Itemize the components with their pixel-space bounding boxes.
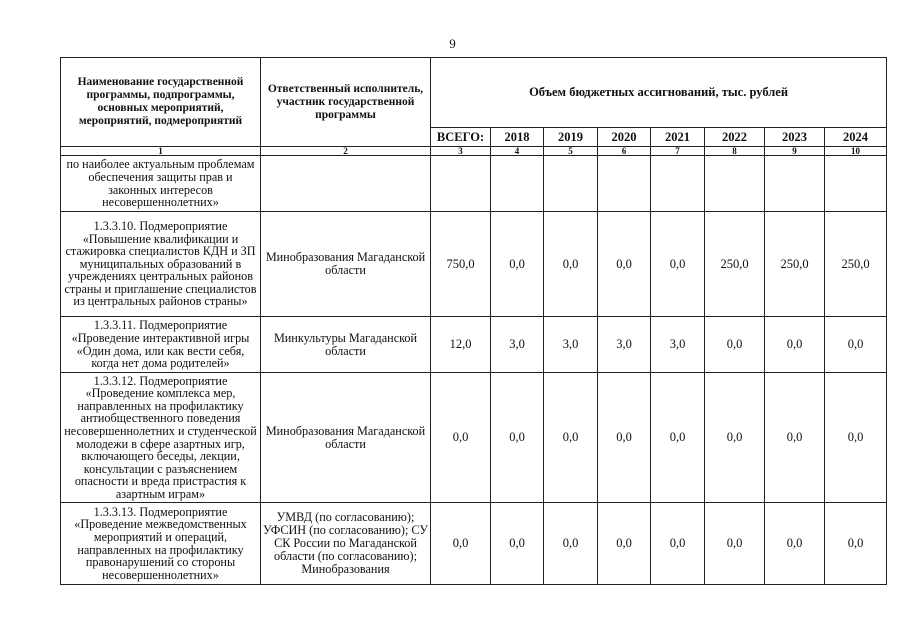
table-row (61, 156, 887, 212)
year-2019: 2019 (544, 128, 598, 147)
value-2023: 0,0 (765, 503, 825, 585)
row-name: 1.3.3.12. Подмероприятие «Проведение комплекса мер, направленных на профилактику антиобщественного поведения несовершеннолетних и студенческой молодежи в сфере азартных игр, включающего беседы, лекции, консультации с разъяснением опасности и вреда пристрастия к азартным играм» (61, 373, 261, 503)
year-2022: 2022 (705, 128, 765, 147)
row-executor: УМВД (по согласованию); УФСИН (по согласованию); СУ СК России по Магаданской области (по согласованию); Минобразования (261, 503, 431, 585)
header-executor: Ответственный исполнитель, участник государственной программы (261, 58, 431, 147)
col-number: 4 (491, 147, 544, 156)
value-2021: 3,0 (651, 317, 705, 373)
value-2023: 0,0 (765, 317, 825, 373)
col-number: 7 (651, 147, 705, 156)
table-row (61, 373, 887, 503)
row-name: 1.3.3.10. Подмероприятие «Повышение квалификации и стажировка специалистов КДН и ЗП муниципальных образований в учреждениях центральных районов страны и приглашение специалистов из центральных районов страны» (61, 212, 261, 317)
value-total: 750,0 (431, 212, 491, 317)
value-2022: 0,0 (705, 317, 765, 373)
col-number: 5 (544, 147, 598, 156)
value-2018: 3,0 (491, 317, 544, 373)
page-number: 9 (449, 36, 456, 51)
row-name: по наиболее актуальным проблемам обеспечения защиты прав и законных интересов несовершеннолетних» (61, 156, 261, 212)
year-2021: 2021 (651, 128, 705, 147)
table-row (61, 317, 887, 373)
year-total: ВСЕГО: (431, 128, 491, 147)
value-2021: 0,0 (651, 212, 705, 317)
value-total: 0,0 (431, 503, 491, 585)
value-2020 (598, 156, 651, 212)
value-2022 (705, 156, 765, 212)
value-2022: 0,0 (705, 503, 765, 585)
col-number: 10 (825, 147, 887, 156)
header-name: Наименование государственной программы, подпрограммы, основных мероприятий, мероприятий, подмероприятий (61, 58, 261, 147)
value-2019: 3,0 (544, 317, 598, 373)
value-total: 0,0 (431, 373, 491, 503)
value-2024 (825, 156, 887, 212)
year-2018: 2018 (491, 128, 544, 147)
value-2019 (544, 156, 598, 212)
value-2019: 0,0 (544, 212, 598, 317)
col-number: 1 (61, 147, 261, 156)
year-2020: 2020 (598, 128, 651, 147)
col-number: 9 (765, 147, 825, 156)
budget-table (60, 57, 887, 585)
value-2021: 0,0 (651, 503, 705, 585)
value-2021 (651, 156, 705, 212)
col-number: 3 (431, 147, 491, 156)
row-name: 1.3.3.11. Подмероприятие «Проведение интерактивной игры «Один дома, или как вести себя, когда нет дома родителей» (61, 317, 261, 373)
value-2023: 250,0 (765, 212, 825, 317)
value-2022: 0,0 (705, 373, 765, 503)
value-2020: 3,0 (598, 317, 651, 373)
value-2024: 0,0 (825, 373, 887, 503)
value-2018 (491, 156, 544, 212)
value-2018: 0,0 (491, 373, 544, 503)
table-row (61, 212, 887, 317)
value-2018: 0,0 (491, 212, 544, 317)
col-number: 8 (705, 147, 765, 156)
year-2023: 2023 (765, 128, 825, 147)
value-total: 12,0 (431, 317, 491, 373)
col-number: 2 (261, 147, 431, 156)
value-2020: 0,0 (598, 212, 651, 317)
value-2019: 0,0 (544, 373, 598, 503)
row-executor: Минобразования Магаданской области (261, 373, 431, 503)
row-executor: Минобразования Магаданской области (261, 212, 431, 317)
table-row (61, 503, 887, 585)
row-executor (261, 156, 431, 212)
row-executor: Минкультуры Магаданской области (261, 317, 431, 373)
value-2024: 250,0 (825, 212, 887, 317)
col-number: 6 (598, 147, 651, 156)
header-budget: Объем бюджетных ассигнований, тыс. рублей (431, 58, 887, 128)
value-2018: 0,0 (491, 503, 544, 585)
value-2021: 0,0 (651, 373, 705, 503)
value-2024: 0,0 (825, 503, 887, 585)
year-2024: 2024 (825, 128, 887, 147)
value-2023: 0,0 (765, 373, 825, 503)
value-2023 (765, 156, 825, 212)
value-2020: 0,0 (598, 503, 651, 585)
value-2020: 0,0 (598, 373, 651, 503)
row-name: 1.3.3.13. Подмероприятие «Проведение межведомственных мероприятий и операций, направленных на профилактику правонарушений со стороны несовершеннолетних» (61, 503, 261, 585)
value-2024: 0,0 (825, 317, 887, 373)
value-2022: 250,0 (705, 212, 765, 317)
value-2019: 0,0 (544, 503, 598, 585)
value-total (431, 156, 491, 212)
